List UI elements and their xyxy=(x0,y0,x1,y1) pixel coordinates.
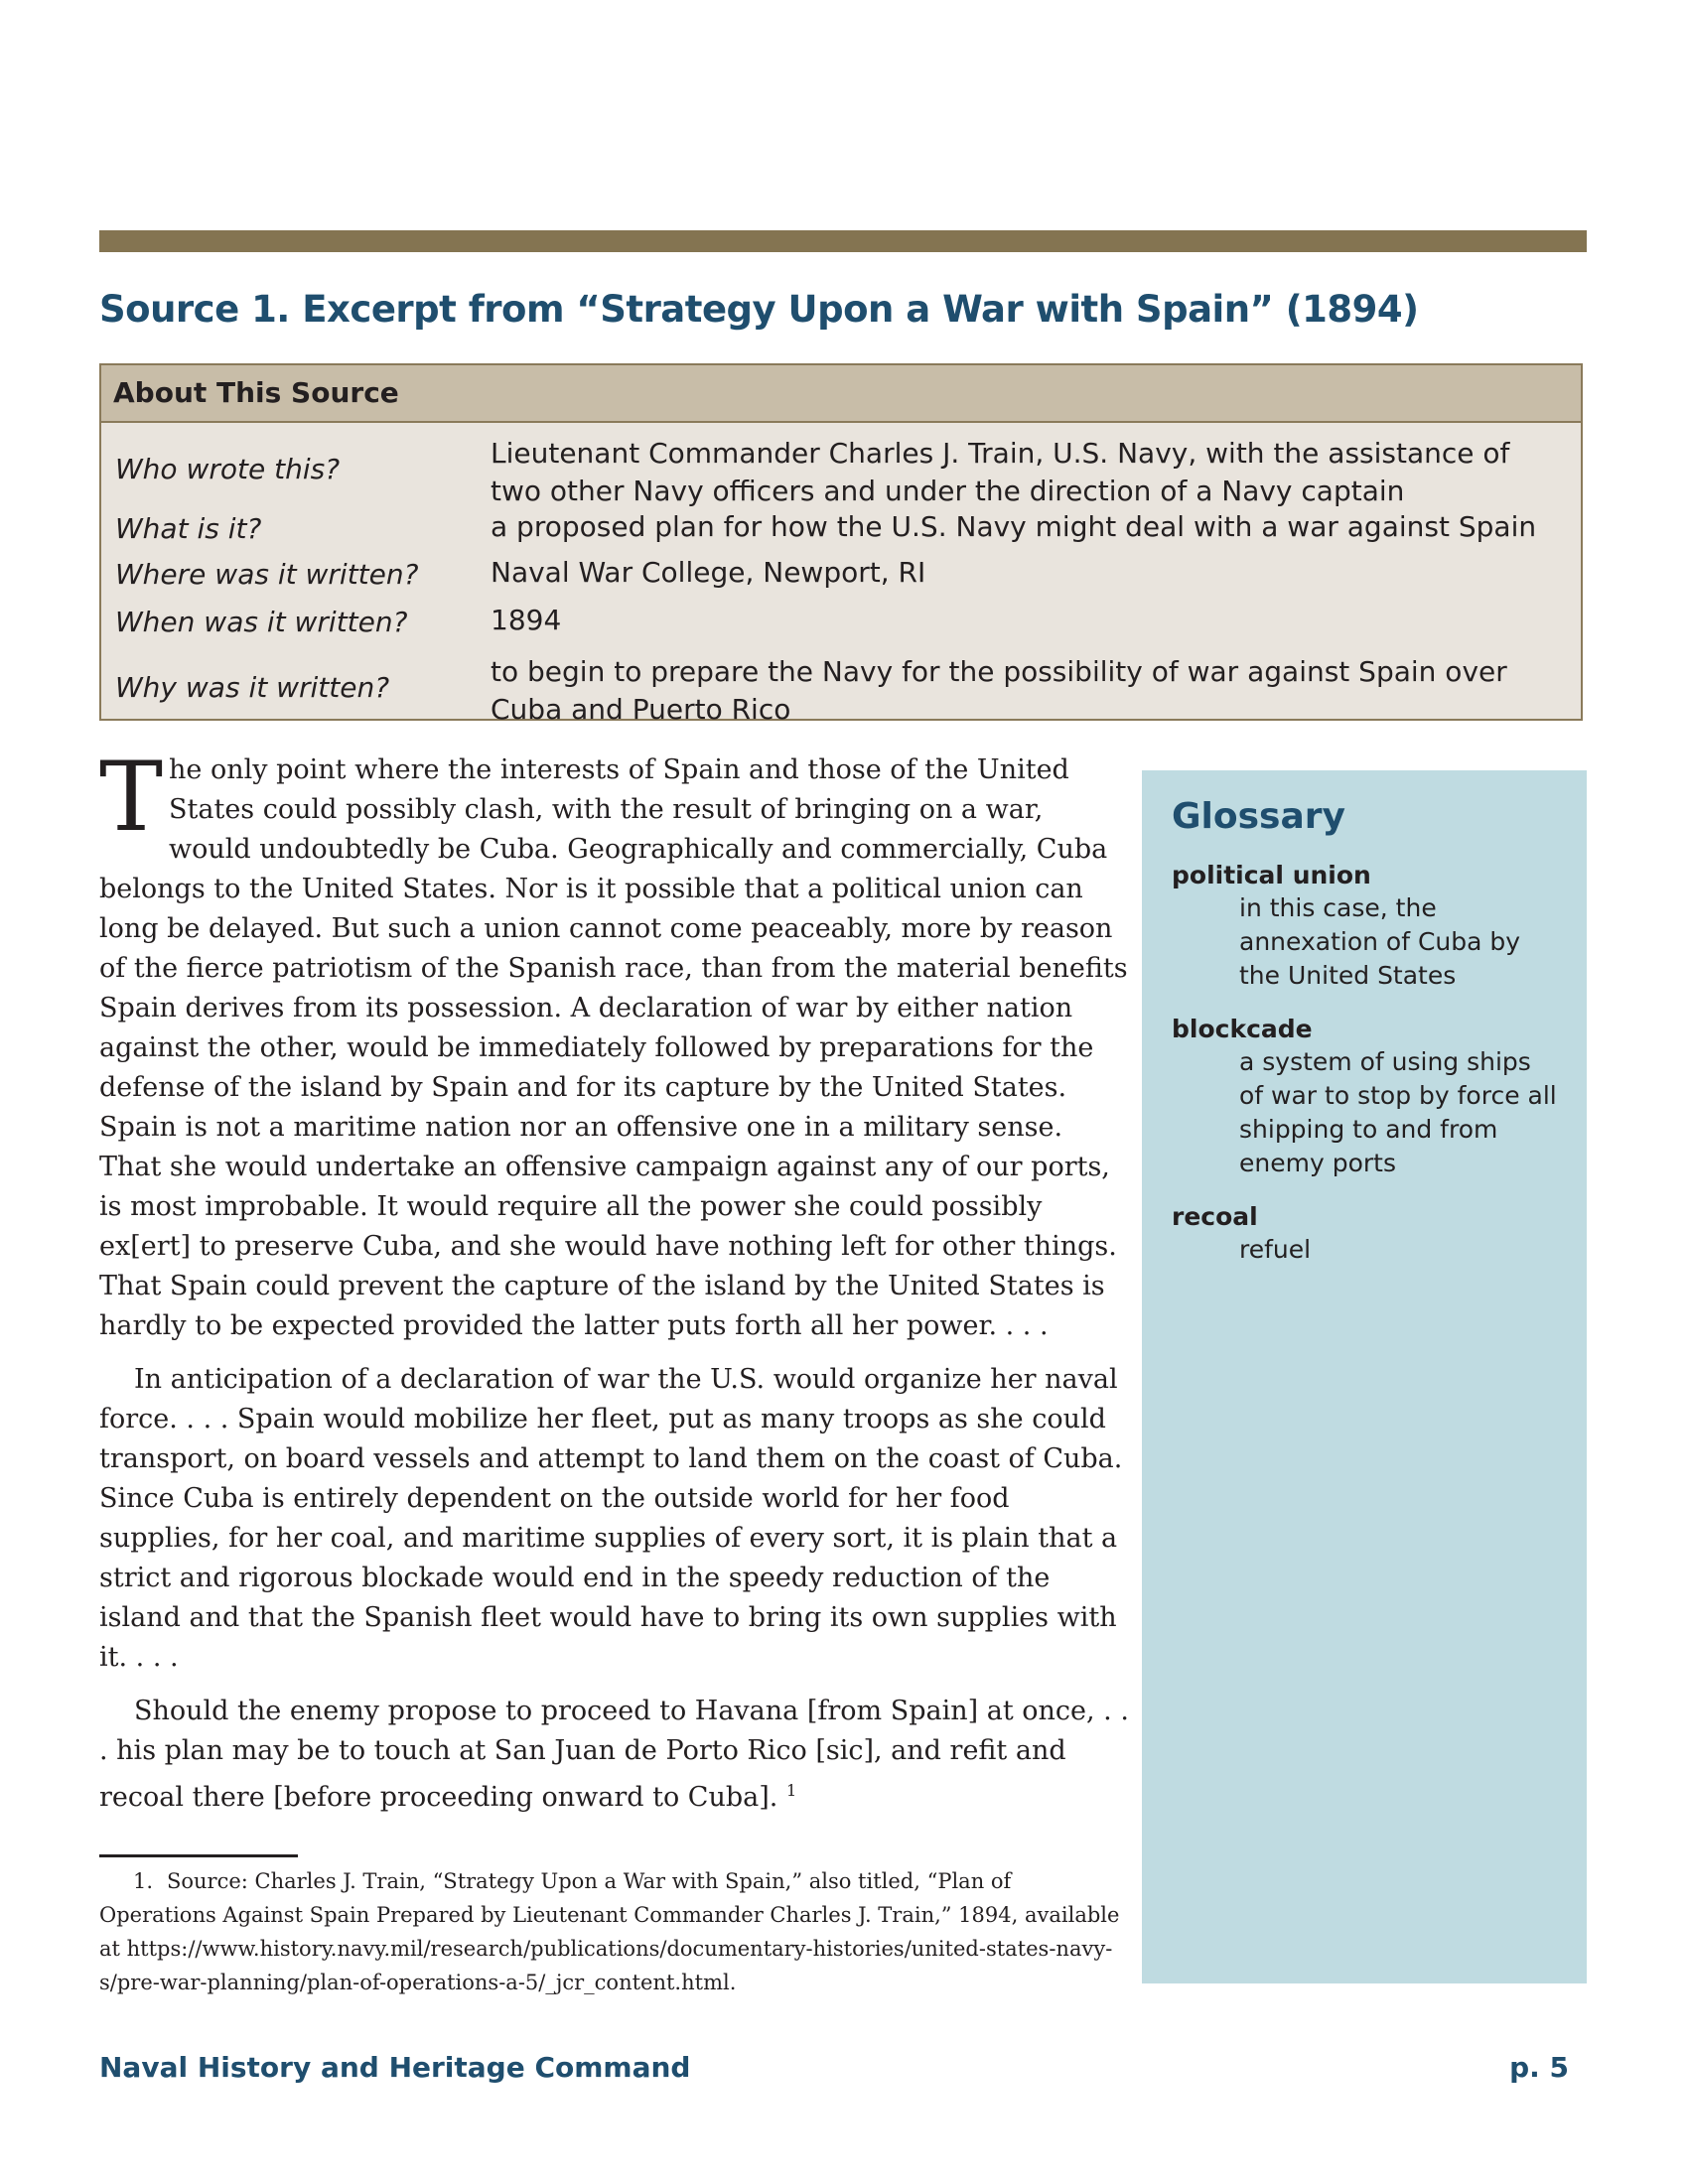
glossary-term: political union xyxy=(1172,861,1371,889)
excerpt-paragraph xyxy=(99,742,1132,1346)
about-question: Where was it written? xyxy=(115,558,419,591)
footnote-reference: 1 xyxy=(785,1781,797,1800)
page-number: p. 5 xyxy=(1509,2051,1569,2084)
about-answer: a proposed plan for how the U.S. Navy might deal with a war against Spain xyxy=(491,510,1537,543)
paragraph-text: Should the enemy propose to proceed to Havana [from Spain] at once, . . . his plan may be to touch at San Juan de Porto Rico [sic], and refit and recoal there [before proceeding onward to Cuba]. xyxy=(99,1696,1129,1813)
footnote-rule xyxy=(99,1854,298,1857)
glossary-definition: a system of using ships of war to stop by force all shipping to and from enemy ports xyxy=(1239,1047,1557,1177)
about-question: What is it? xyxy=(115,512,262,545)
about-answer: Naval War College, Newport, RI xyxy=(491,556,926,589)
footer-organization: Naval History and Heritage Command xyxy=(99,2051,691,2084)
about-question: Why was it written? xyxy=(115,671,390,704)
source-title: Source 1. Excerpt from “Strategy Upon a War with Spain” (1894) xyxy=(99,288,1419,331)
about-heading: About This Source xyxy=(101,365,1581,423)
about-answer: Lieutenant Commander Charles J. Train, U.S. Navy, with the assistance of two other Navy officers and under the direction of a Navy captain xyxy=(491,437,1510,507)
paragraph-text: In anticipation of a declaration of war the U.S. would organize her naval force. . . . Spain would mobilize her fleet, put as many troops as she could transport, on board vessels and attempt to land them on the coast of Cuba. Since Cuba is entirely dependent on the outside world for her food supplies, for her coal, and maritime supplies of every sort, it is plain that a strict and rigorous blockade would end in the speedy reduction of the island and that the Spanish fleet would have to bring its own supplies with it. . . . xyxy=(99,1364,1123,1673)
section-divider-bar xyxy=(99,230,1587,252)
excerpt-body xyxy=(99,742,1132,1832)
footnote-text: Source: Charles J. Train, “Strategy Upon a War with Spain,” also titled, “Plan of Operations Against Spain Prepared by Lieutenant Commander Charles J. Train,” 1894, available at https://www.history.navy.mil/research/publications/documentary-histories/united-states-navy-s/pre-war-planning/plan-of-operations-a-5/_jcr_content.html. xyxy=(99,1869,1120,1994)
excerpt-paragraph xyxy=(99,1360,1132,1678)
footnote xyxy=(99,1864,1132,1999)
glossary-box xyxy=(1142,770,1587,1983)
glossary-term: blockcade xyxy=(1172,1015,1313,1043)
about-answer: 1894 xyxy=(491,604,562,636)
about-answer: to begin to prepare the Navy for the possibility of war against Spain over Cuba and Puerto Rico xyxy=(491,655,1507,726)
drop-cap: T xyxy=(99,742,164,853)
glossary-definition: in this case, the annexation of Cuba by the United States xyxy=(1239,893,1521,990)
excerpt-paragraph xyxy=(99,1692,1132,1818)
glossary-term: recoal xyxy=(1172,1202,1258,1231)
paragraph-text: he only point where the interests of Spain and those of the United States could possibly clash, with the result of bringing on a war, would undoubtedly be Cuba. Geographically and commercially, Cuba belongs to the United States. Nor is it possible that a political union can long be delayed. But such a union cannot come peaceably, more by reason of the fierce patriotism of the Spanish race, than from the material benefits Spain derives from its possession. A declaration of war by either nation against the other, would be immediately followed by preparations for the defense of the island by Spain and for its capture by the United States. Spain is not a maritime nation nor an offensive one in a military sense. That she would undertake an offensive campaign against any of our ports, is most improbable. It would require all the power she could possibly ex[ert] to preserve Cuba, and she would have nothing left for other things. That Spain could prevent the capture of the island by the United States is hardly to be expected provided the latter puts forth all her power. . . . xyxy=(99,754,1128,1341)
footnote-number: 1. xyxy=(133,1869,154,1893)
about-this-source-table xyxy=(99,363,1583,726)
glossary-heading: Glossary xyxy=(1172,796,1345,837)
about-question: Who wrote this? xyxy=(115,453,341,485)
about-question: When was it written? xyxy=(115,606,408,638)
glossary-definition: refuel xyxy=(1239,1235,1312,1264)
